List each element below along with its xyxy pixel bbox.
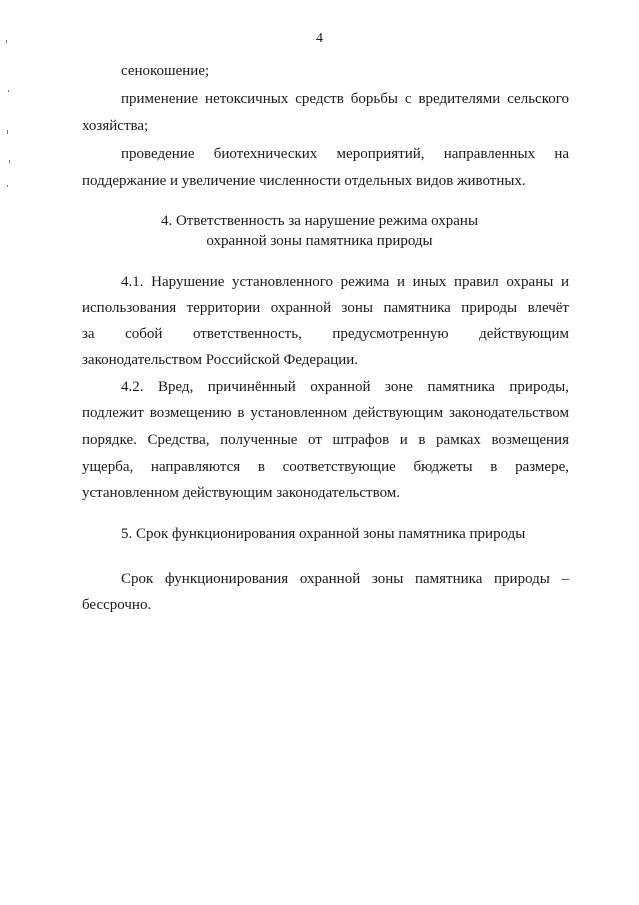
scan-speck bbox=[7, 185, 8, 187]
paragraph-4-1-line3: за собой ответственность, предусмотренную действующим bbox=[82, 326, 569, 342]
section-5-heading: 5. Срок функционирования охранной зоны памятника природы bbox=[121, 526, 526, 542]
scan-speck bbox=[7, 130, 8, 134]
paragraph-4-1-line1: 4.1. Нарушение установленного режима и иных правил охраны и bbox=[121, 274, 569, 290]
paragraph-4-2-line1: 4.2. Вред, причинённый охранной зоне памятника природы, bbox=[121, 379, 569, 395]
paragraph-4-2-line4: ущерба, направляются в соответствующие бюджеты в размере, bbox=[82, 459, 569, 475]
section-4-heading-line1: 4. Ответственность за нарушение режима охраны bbox=[160, 213, 479, 229]
list-item-nontoxic-line2: хозяйства; bbox=[82, 118, 149, 134]
section-4-heading-line2: охранной зоны памятника природы bbox=[206, 233, 433, 249]
scan-speck bbox=[8, 90, 9, 92]
paragraph-4-2-line2: подлежит возмещению в установленном действующим законодательством bbox=[82, 405, 569, 421]
paragraph-5-line2: бессрочно. bbox=[82, 597, 152, 613]
paragraph-4-2-line5: установленном действующим законодательством. bbox=[82, 485, 401, 501]
page-number: 4 bbox=[316, 31, 323, 46]
scan-speck bbox=[9, 160, 10, 163]
list-item-biotech-line2: поддержание и увеличение численности отдельных видов животных. bbox=[82, 173, 526, 189]
list-item-haymaking: сенокошение; bbox=[121, 63, 210, 79]
paragraph-4-1-line4: законодательством Российской Федерации. bbox=[82, 352, 359, 368]
list-item-nontoxic-line1: применение нетоксичных средств борьбы с вредителями сельского bbox=[121, 91, 569, 107]
paragraph-4-2-line3: порядке. Средства, полученные от штрафов и в рамках возмещения bbox=[82, 432, 569, 448]
paragraph-4-1-line2: использования территории охранной зоны памятника природы влечёт bbox=[82, 300, 569, 316]
paragraph-5-line1: Срок функционирования охранной зоны памятника природы – bbox=[121, 571, 569, 587]
list-item-biotech-line1: проведение биотехнических мероприятий, направленных на bbox=[121, 146, 569, 162]
